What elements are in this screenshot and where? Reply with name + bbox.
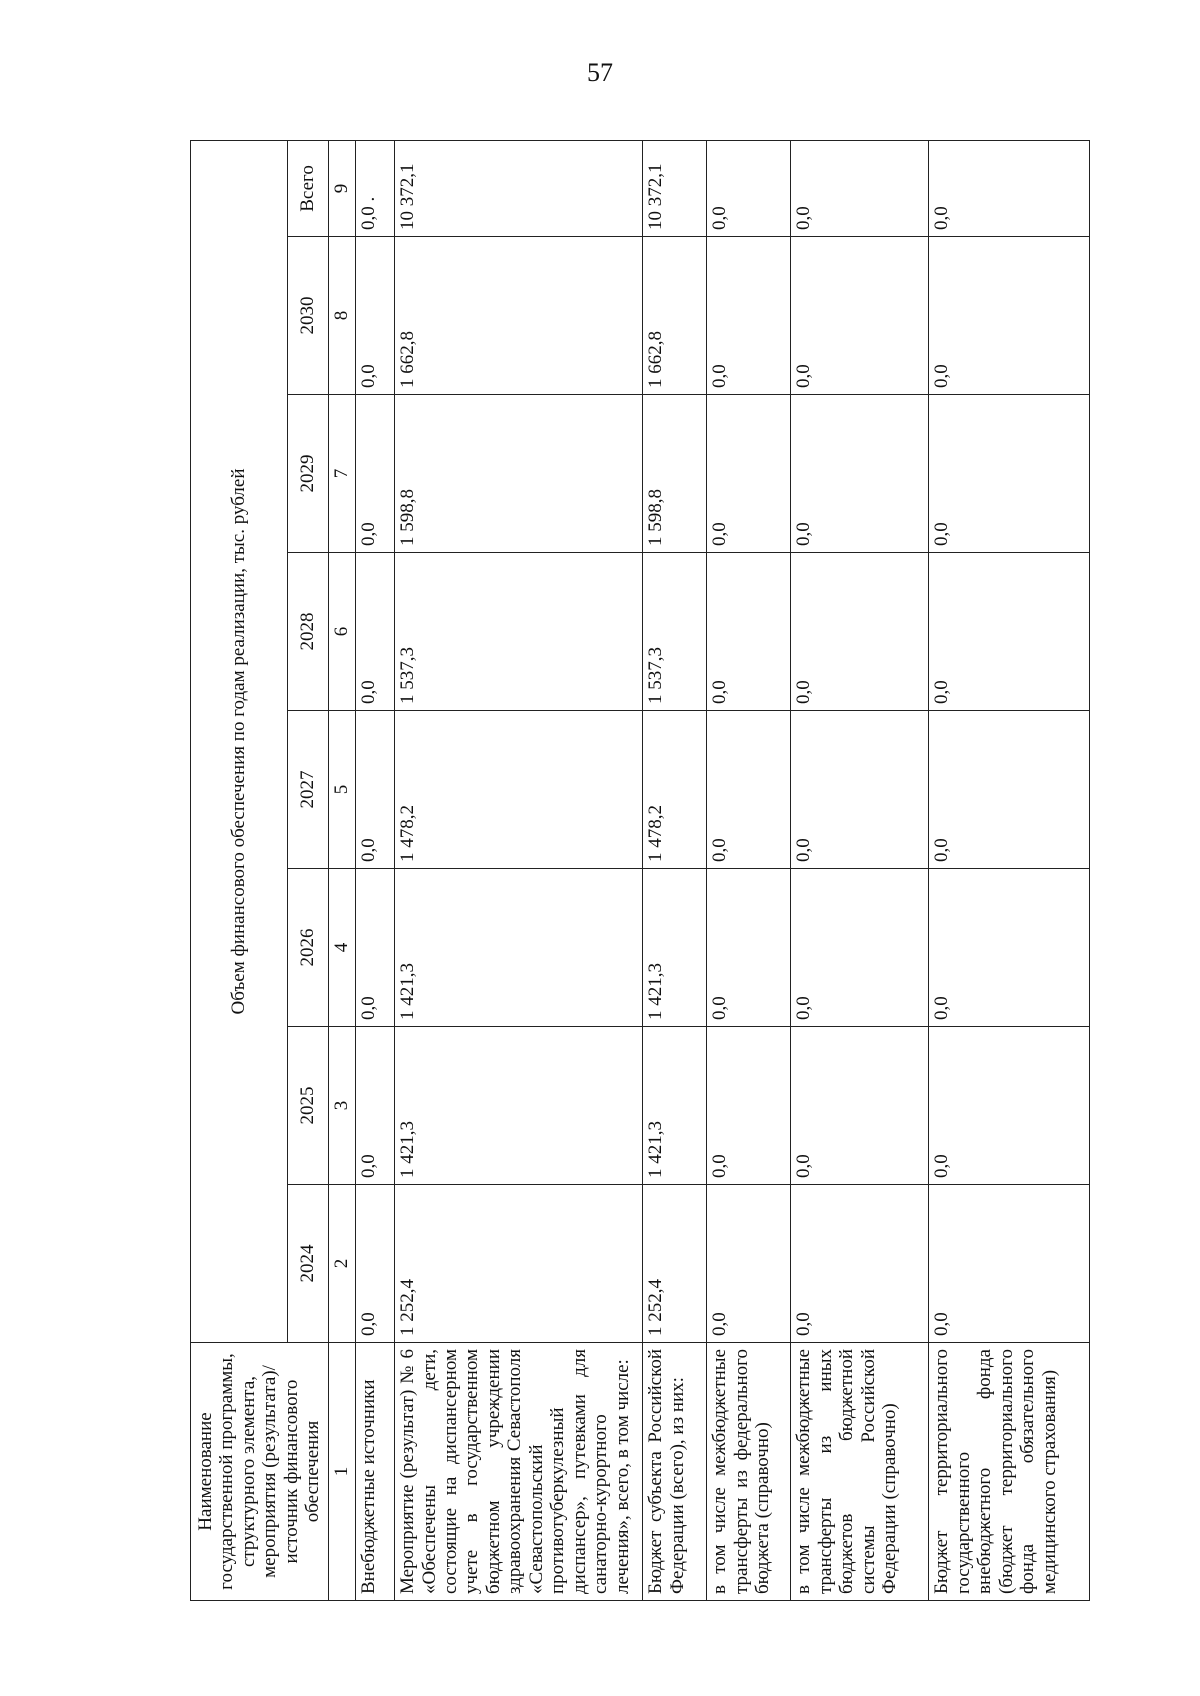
value-cell: 0,0 [791, 869, 929, 1027]
value-cell: 0,0 [707, 1185, 791, 1343]
value-cell: 0,0 . [355, 140, 394, 236]
value-cell: 0,0 [355, 553, 394, 711]
row-name: Внебюджетные источники [355, 1343, 394, 1601]
value-cell: 0,0 [355, 869, 394, 1027]
value-cell: 0,0 [791, 1185, 929, 1343]
value-cell: 0,0 [929, 1027, 1090, 1185]
value-cell: 0,0 [707, 140, 791, 236]
col-number: 2 [328, 1185, 355, 1343]
value-cell: 0,0 [791, 140, 929, 236]
value-cell: 1 421,3 [395, 1027, 643, 1185]
value-cell: 0,0 [929, 711, 1090, 869]
col-number: 5 [328, 711, 355, 869]
value-cell: 1 478,2 [395, 711, 643, 869]
year-cell: 2030 [288, 237, 328, 395]
value-cell: 0,0 [707, 869, 791, 1027]
col-number: 8 [328, 237, 355, 395]
value-cell: 1 598,8 [395, 395, 643, 553]
value-cell: 1 662,8 [395, 237, 643, 395]
value-cell: 10 372,1 [643, 140, 707, 236]
col-number: 9 [328, 140, 355, 236]
table-row [791, 140, 929, 1600]
row-name: Мероприятие (результат) № 6 «Обеспечены дети, состоящие на диспансерном учете в государственном бюджетном учреждении здравоохранения Севастополя «Севастопольский противотуберкулезный диспансер», путевками для санаторно-курортного лечения», всего, в том числе: [395, 1343, 643, 1601]
value-cell: 1 537,3 [643, 553, 707, 711]
year-cell: 2026 [288, 869, 328, 1027]
value-cell: 0,0 [929, 1185, 1090, 1343]
year-cell: Всего [288, 140, 328, 236]
value-cell: 1 478,2 [643, 711, 707, 869]
col-number: 7 [328, 395, 355, 553]
table-row [355, 140, 394, 1600]
value-cell: 0,0 [791, 395, 929, 553]
table-row [929, 140, 1090, 1600]
value-cell: 0,0 [707, 711, 791, 869]
value-cell: 1 421,3 [643, 869, 707, 1027]
value-cell: 1 421,3 [643, 1027, 707, 1185]
header-name-cell: Наименование государственной программы, структурного элемента, мероприятия (результата)/источник финансового обеспечения [191, 1343, 329, 1601]
value-cell: 0,0 [707, 237, 791, 395]
value-cell: 0,0 [355, 395, 394, 553]
year-cell: 2028 [288, 553, 328, 711]
value-cell: 1 537,3 [395, 553, 643, 711]
value-cell: 10 372,1 [395, 140, 643, 236]
column-numbers-row [328, 140, 355, 1600]
value-cell: 0,0 [929, 237, 1090, 395]
value-cell: 0,0 [355, 237, 394, 395]
year-cell: 2025 [288, 1027, 328, 1185]
year-cell: 2024 [288, 1185, 328, 1343]
row-name: в том числе межбюджетные трансферты из федерального бюджета (справочно) [707, 1343, 791, 1601]
col-number: 4 [328, 869, 355, 1027]
value-cell: 0,0 [929, 395, 1090, 553]
header-group-cell: Объем финансового обеспечения по годам реализации, тыс. рублей [191, 140, 288, 1342]
value-cell: 0,0 [707, 1027, 791, 1185]
table-row [395, 140, 643, 1600]
value-cell: 0,0 [791, 553, 929, 711]
value-cell: 0,0 [929, 553, 1090, 711]
page-number: 57 [587, 58, 613, 87]
value-cell: 0,0 [355, 711, 394, 869]
col-number: 1 [328, 1343, 355, 1601]
value-cell: 1 598,8 [643, 395, 707, 553]
col-number: 3 [328, 1027, 355, 1185]
value-cell: 1 421,3 [395, 869, 643, 1027]
year-cell: 2029 [288, 395, 328, 553]
col-number: 6 [328, 553, 355, 711]
row-name: Бюджет субъекта Российской Федерации (всего), из них: [643, 1343, 707, 1601]
value-cell: 0,0 [929, 869, 1090, 1027]
value-cell: 0,0 [707, 395, 791, 553]
table-row [643, 140, 707, 1600]
value-cell: 1 252,4 [643, 1185, 707, 1343]
value-cell: 0,0 [355, 1185, 394, 1343]
row-name: в том числе межбюджетные трансферты из иных бюджетов бюджетной системы Российской Федерации (справочно) [791, 1343, 929, 1601]
year-cell: 2027 [288, 711, 328, 869]
value-cell: 1 252,4 [395, 1185, 643, 1343]
value-cell: 1 662,8 [643, 237, 707, 395]
header-row [191, 140, 288, 1600]
row-name: Бюджет территориального государственного внебюджетного фонда (бюджет территориального фонда обязательного медицинского страхования) [929, 1343, 1090, 1601]
value-cell: 0,0 [791, 711, 929, 869]
value-cell: 0,0 [355, 1027, 394, 1185]
table-row [707, 140, 791, 1600]
value-cell: 0,0 [791, 1027, 929, 1185]
value-cell: 0,0 [791, 237, 929, 395]
funding-table [190, 140, 1090, 1601]
rotated-table-container [190, 141, 1090, 1601]
value-cell: 0,0 [929, 140, 1090, 236]
value-cell: 0,0 [707, 553, 791, 711]
